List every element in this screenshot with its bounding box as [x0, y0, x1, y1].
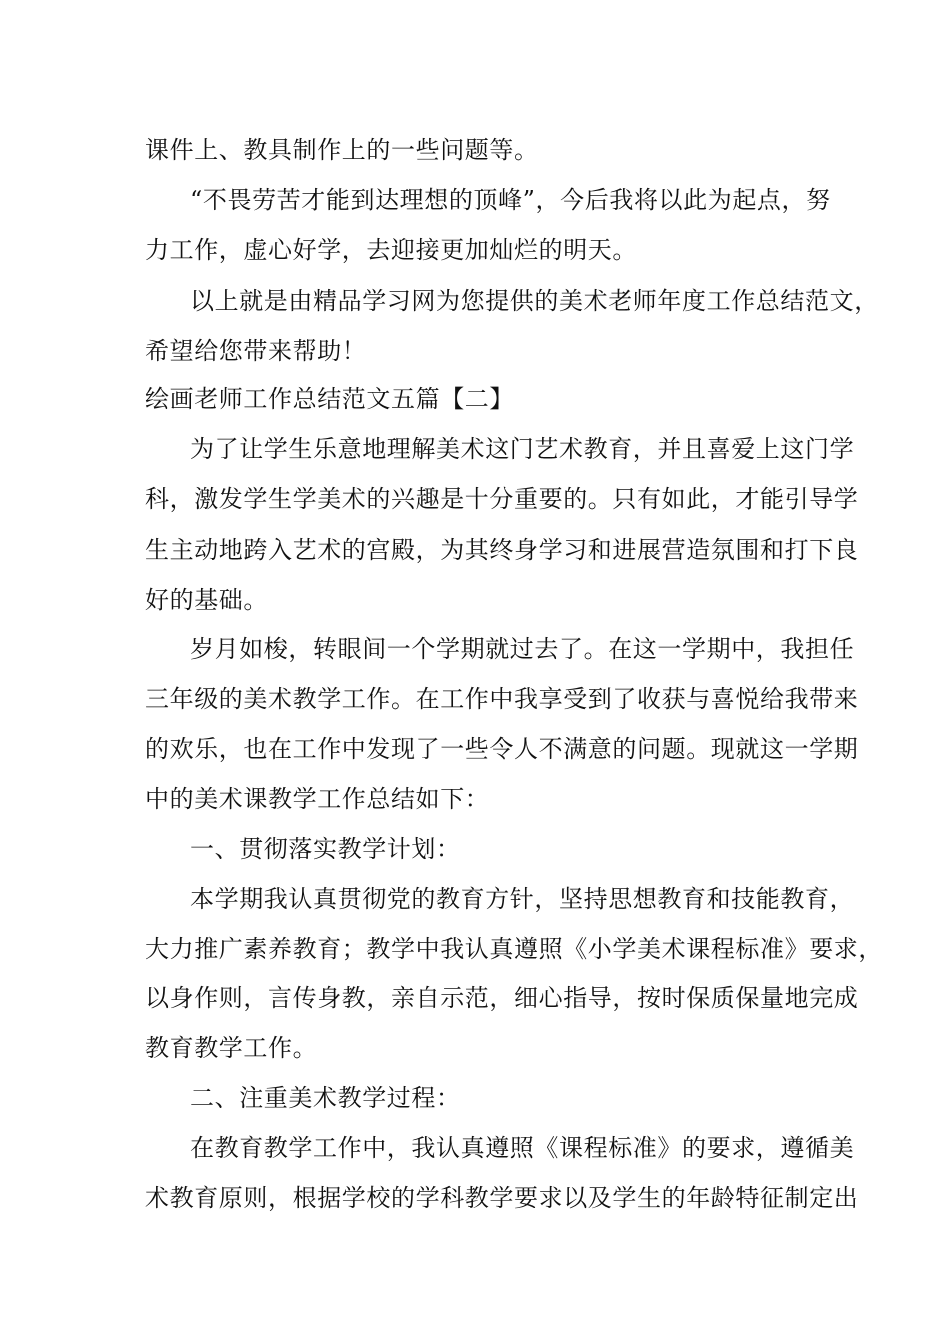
text-line: 的欢乐，也在工作中发现了一些令人不满意的问题。现就这一学期 — [145, 735, 859, 763]
text-line: 大力推广素养教育；教学中我认真遵照《小学美术课程标准》要求， — [145, 935, 883, 963]
text-line: 好的基础。 — [145, 586, 268, 614]
text-line: 岁月如梭，转眼间一个学期就过去了。在这一学期中，我担任 — [190, 635, 855, 663]
text-line: 三年级的美术教学工作。在工作中我享受到了收获与喜悦给我带来 — [145, 685, 859, 713]
text-line: 希望给您带来帮助！ — [145, 337, 367, 365]
text-line: 教育教学工作。 — [145, 1034, 318, 1062]
text-line: 以上就是由精品学习网为您提供的美术老师年度工作总结范文， — [190, 287, 879, 315]
text-line: 本学期我认真贯彻党的教育方针，坚持思想教育和技能教育， — [190, 885, 855, 913]
section-heading: 绘画老师工作总结范文五篇【二】 — [145, 385, 514, 413]
text-line: 为了让学生乐意地理解美术这门艺术教育，并且喜爱上这门学 — [190, 435, 855, 463]
text-line: 在教育教学工作中，我认真遵照《课程标准》的要求，遵循美 — [190, 1134, 855, 1162]
text-line: 课件上、教具制作上的一些问题等。 — [145, 136, 539, 164]
subheading: 一、贯彻落实教学计划： — [190, 835, 461, 863]
subheading: 二、注重美术教学过程： — [190, 1084, 461, 1112]
text-line: 科，激发学生学美术的兴趣是十分重要的。只有如此，才能引导学 — [145, 485, 859, 513]
text-line: “不畏劳苦才能到达理想的顶峰”，今后我将以此为起点，努 — [190, 186, 831, 214]
text-line: 中的美术课教学工作总结如下： — [145, 785, 490, 813]
text-line: 力工作，虚心好学，去迎接更加灿烂的明天。 — [145, 236, 637, 264]
text-line: 以身作则，言传身教，亲自示范，细心指导，按时保质保量地完成 — [145, 984, 859, 1012]
text-line: 术教育原则，根据学校的学科教学要求以及学生的年龄特征制定出 — [145, 1184, 859, 1212]
text-line: 生主动地跨入艺术的宫殿，为其终身学习和进展营造氛围和打下良 — [145, 536, 859, 564]
